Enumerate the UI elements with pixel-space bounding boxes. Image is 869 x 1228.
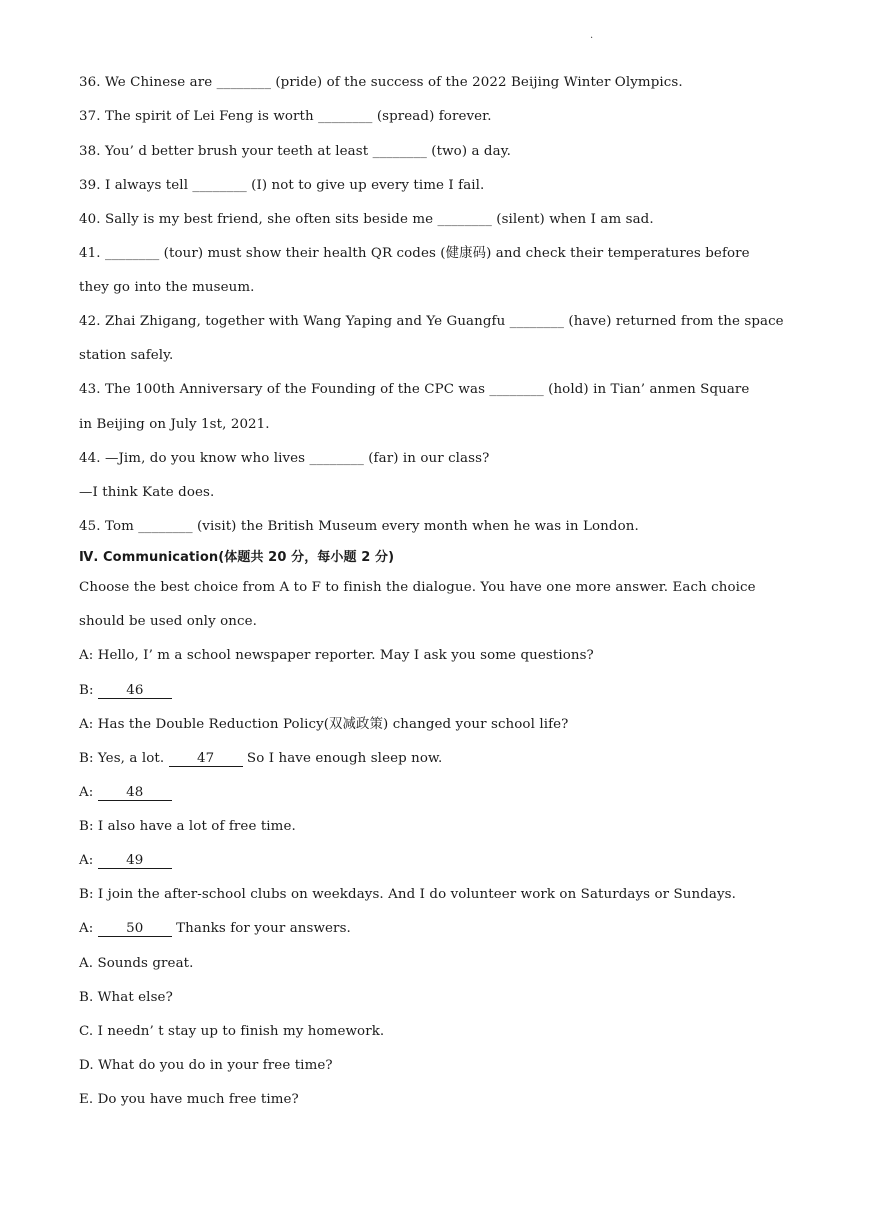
instructions-line1: Choose the best choice from A to F to finish the dialogue. You have one more answer. Each choice: [79, 580, 756, 595]
question-41-line2: they go into the museum.: [79, 280, 255, 295]
dialogue-line-7: [79, 852, 791, 870]
speaker-prefix: A:: [79, 785, 98, 800]
option-d: D. What do you do in your free time?: [79, 1058, 333, 1073]
header-mark: .: [590, 30, 594, 41]
question-44-line2: —I think Kate does.: [79, 485, 215, 500]
speaker-prefix: A:: [79, 921, 98, 936]
question-38: 38. You’ d better brush your teeth at least ________ (two) a day.: [79, 144, 511, 159]
dialogue-line-6: B: I also have a lot of free time.: [79, 819, 296, 834]
question-43-line2: in Beijing on July 1st, 2021.: [79, 417, 270, 432]
dialogue-text: So I have enough sleep now.: [242, 751, 443, 766]
dialogue-line-9: [79, 920, 791, 938]
question-43-line1: 43. The 100th Anniversary of the Founding of the CPC was ________ (hold) in Tian’ anmen Square: [79, 382, 750, 397]
question-45: 45. Tom ________ (visit) the British Museum every month when he was in London.: [79, 519, 639, 534]
section-heading: Ⅳ. Communication(体题共 20 分，每小题 2 分): [79, 550, 395, 565]
blank-46: 46: [98, 683, 172, 699]
blank-49: 49: [98, 853, 172, 869]
question-42-line2: station safely.: [79, 348, 174, 363]
speaker-prefix: A:: [79, 853, 98, 868]
option-b: B. What else?: [79, 990, 173, 1005]
dialogue-text: Thanks for your answers.: [171, 921, 351, 936]
dialogue-line-3: A: Has the Double Reduction Policy(双减政策) changed your school life?: [79, 717, 569, 732]
blank-47: 47: [169, 751, 243, 767]
option-e: E. Do you have much free time?: [79, 1092, 299, 1107]
question-42-line1: 42. Zhai Zhigang, together with Wang Yaping and Ye Guangfu ________ (have) returned from the space: [79, 314, 784, 329]
question-37: 37. The spirit of Lei Feng is worth ________ (spread) forever.: [79, 109, 492, 124]
instructions-line2: should be used only once.: [79, 614, 257, 629]
blank-50: 50: [98, 921, 172, 937]
question-36: 36. We Chinese are ________ (pride) of the success of the 2022 Beijing Winter Olympics.: [79, 75, 683, 90]
question-39: 39. I always tell ________ (I) not to give up every time I fail.: [79, 178, 485, 193]
dialogue-text: B: Yes, a lot.: [79, 751, 169, 766]
dialogue-line-8: B: I join the after-school clubs on weekdays. And I do volunteer work on Saturdays or Sundays.: [79, 887, 736, 902]
blank-48: 48: [98, 785, 172, 801]
dialogue-line-1: A: Hello, I’ m a school newspaper reporter. May I ask you some questions?: [79, 648, 594, 663]
dialogue-line-5: [79, 784, 791, 802]
question-44-line1: 44. —Jim, do you know who lives ________ (far) in our class?: [79, 451, 490, 466]
dialogue-line-2: [79, 682, 791, 700]
question-41-line1: 41. ________ (tour) must show their health QR codes (健康码) and check their temperatures before: [79, 246, 750, 261]
question-40: 40. Sally is my best friend, she often sits beside me ________ (silent) when I am sad.: [79, 212, 654, 227]
option-c: C. I needn’ t stay up to finish my homework.: [79, 1024, 385, 1039]
dialogue-line-4: [79, 750, 791, 768]
option-a: A. Sounds great.: [79, 956, 194, 971]
speaker-prefix: B:: [79, 683, 98, 698]
